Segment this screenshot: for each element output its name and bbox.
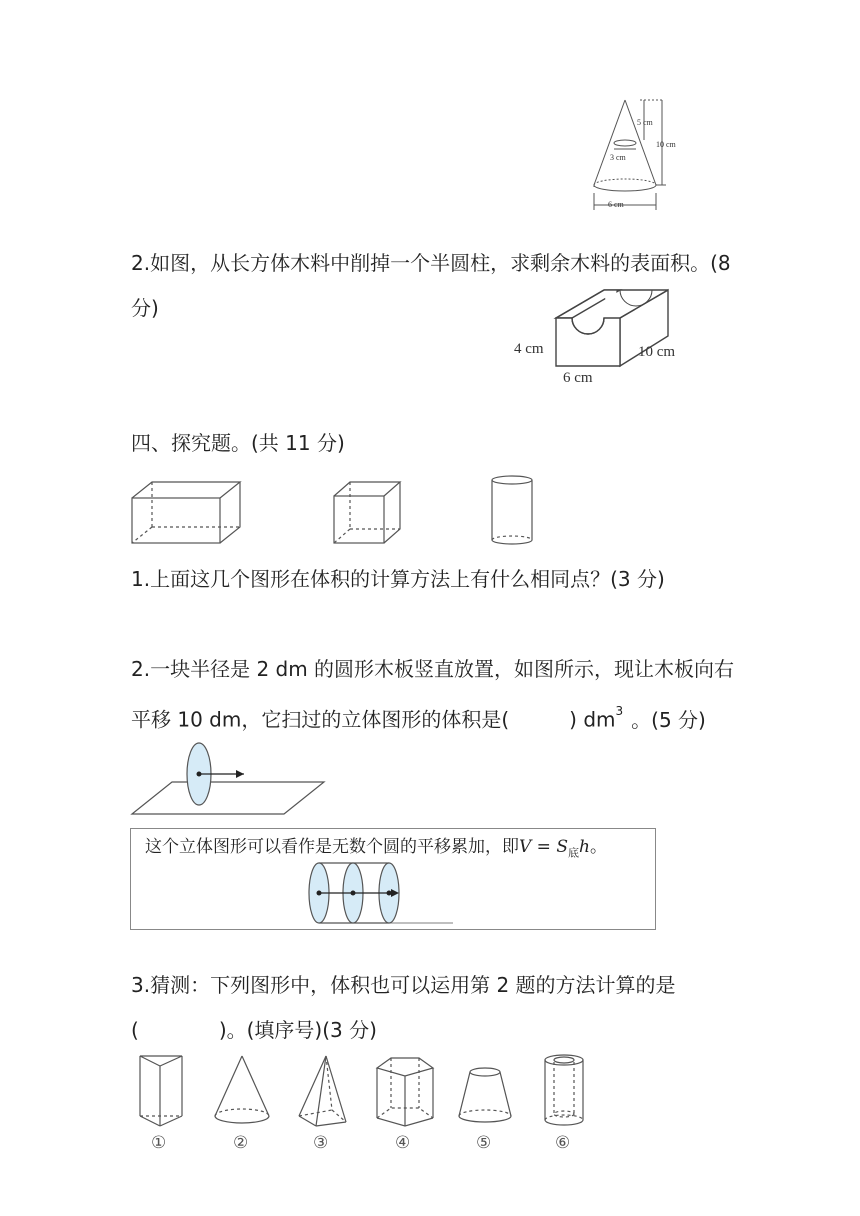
explanation-box <box>130 828 656 930</box>
formula-end: 。 <box>589 837 607 857</box>
cone-label-small-d: 3 cm <box>610 153 626 162</box>
cone-figure <box>212 1052 272 1132</box>
cylinder-figure <box>489 474 535 548</box>
formula-s: S <box>556 837 568 857</box>
frustum-figure <box>456 1064 514 1134</box>
shape-number-2: ② <box>233 1133 249 1153</box>
section4-q3-line2 <box>131 1015 377 1045</box>
q3-line2-part-b: )。(填序号)(3 分) <box>218 1018 377 1042</box>
section4-q2-line1: 2.一块半径是 2 dm 的圆形木板竖直放置，如图所示，现让木板向右 <box>131 657 735 681</box>
q2-text-line2: 分) <box>131 296 159 320</box>
unit-superscript: 3 <box>615 704 624 718</box>
section4-q2-line2 <box>131 700 706 735</box>
pentagonal-prism-figure <box>373 1052 437 1132</box>
shape-number-4: ④ <box>395 1133 411 1153</box>
shape-number-5: ⑤ <box>476 1133 492 1153</box>
cone-label-total: 10 cm <box>656 140 676 149</box>
block-label-length: 10 cm <box>638 344 676 360</box>
formula-v: V <box>519 837 532 857</box>
explanation-sentence: 这个立体图形可以看作是无数个圆的平移累加，即 <box>145 837 519 857</box>
formula-eq: = <box>531 837 557 857</box>
pyramid-figure <box>296 1052 350 1132</box>
shape-number-6: ⑥ <box>555 1133 571 1153</box>
cylinder-sweep-figure <box>303 859 463 931</box>
formula-sub: 底 <box>568 846 579 860</box>
section4-q1: 1.上面这几个图形在体积的计算方法上有什么相同点？(3 分) <box>131 567 665 591</box>
disk-translation-figure <box>130 742 330 818</box>
triangular-prism-figure <box>136 1052 186 1132</box>
q3-line2-part-a: ( <box>131 1018 139 1042</box>
frustum-cone-figure <box>580 95 700 220</box>
block-label-width: 6 cm <box>563 370 593 386</box>
cone-label-base-d: 6 cm <box>608 200 624 209</box>
cuboid-figure <box>130 480 242 546</box>
cone-label-top: 5 cm <box>637 118 653 127</box>
shape-number-1: ① <box>151 1133 167 1153</box>
cube-figure <box>332 480 402 546</box>
q2-line2-part-a: 平移 10 dm，它扫过的立体图形的体积是( <box>131 707 510 732</box>
hollow-cylinder-figure <box>541 1052 587 1132</box>
q2-line2-part-b: ) dm <box>569 707 616 732</box>
formula-h: h <box>579 837 590 857</box>
section4-q3-line1: 3.猜测：下列图形中，体积也可以运用第 2 题的方法计算的是 <box>131 973 676 997</box>
q2-text-line1: 2.如图，从长方体木料中削掉一个半圆柱，求剩余木料的表面积。(8 <box>131 251 731 275</box>
shape-number-3: ③ <box>313 1133 329 1153</box>
section4-title: 四、探究题。(共 11 分) <box>131 431 345 455</box>
q2-line2-part-c: 。(5 分) <box>631 707 706 732</box>
block-label-height: 4 cm <box>514 341 544 357</box>
